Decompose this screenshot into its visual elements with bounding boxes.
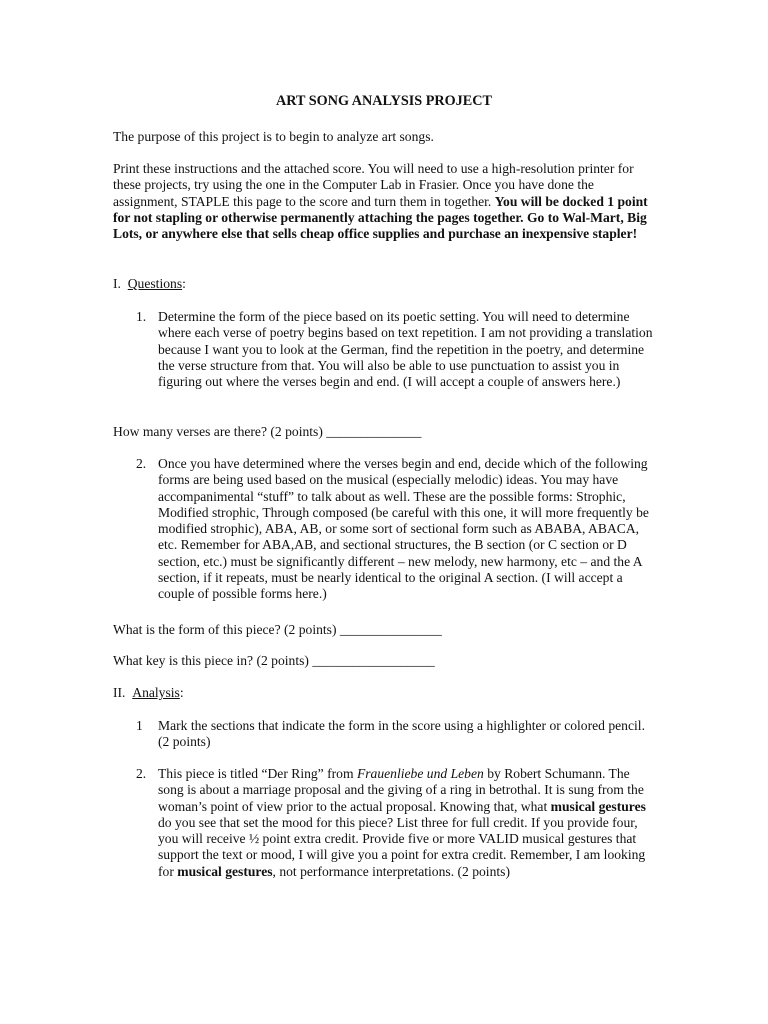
section-one-colon: : (182, 276, 186, 291)
question-1-text: Determine the form of the piece based on its poetic setting. You will need to determine where each verse of poetry begins based on text repetition. I am not providing a translation because I want you to look at the German, find the repetition in the poetry, and determine the verse structure from that. You will also be able to use punctuation to assist you in figuring out where the verses begin and end. (I will accept a couple of answers here.) (158, 309, 653, 390)
analysis-2-part-4: , not performance interpretations. (2 points) (272, 863, 510, 879)
question-2-number: 2. (136, 456, 147, 471)
analysis-2-part-3: do you see that set the mood for this piece? List three for full credit. If you provide four, you will receive ½ point extra credit. Provide five or more VALID musical gestures that support the text or mood, I will give you a point for extra credit. Remember, I am looking for (158, 814, 646, 879)
instructions-bold: You will be docked 1 point for not stapling or otherwise permanently attaching the pages together. Go to Wal-Mart, Big Lots, or anywhere else that sells cheap office supplies and purchase an inexpensive stapler! (113, 193, 648, 242)
purpose-paragraph: The purpose of this project is to begin to analyze art songs. (113, 129, 434, 144)
section-one-heading (113, 276, 653, 292)
analysis-2-part-1: This piece is titled “Der Ring” from (158, 766, 357, 781)
section-one-numeral: I. (113, 276, 121, 291)
verses-prompt: How many verses are there? (2 points) ______________ (113, 424, 422, 439)
section-two-title: Analysis (132, 685, 180, 700)
musical-gestures-bold-1: musical gestures (550, 798, 646, 814)
instructions-paragraph (113, 161, 653, 242)
section-two-colon: : (179, 685, 184, 700)
form-prompt: What is the form of this piece? (2 points) _______________ (113, 622, 442, 637)
work-title: Frauenliebe und Leben (356, 766, 484, 781)
analysis-2-number: 2. (136, 766, 147, 781)
analysis-2-part-2: by Robert Schumann. The song is about a marriage proposal and the giving of a ring in betrothal. It is sung from the woman’s point of view prior to the actual proposal. Knowing that, what (158, 766, 644, 814)
key-prompt: What key is this piece in? (2 points) __________________ (113, 653, 435, 668)
analysis-2-text (158, 766, 658, 880)
analysis-1-text: Mark the sections that indicate the form in the score using a highlighter or colored pencil. (2 points) (158, 718, 645, 750)
question-1-number: 1. (136, 309, 147, 324)
instructions-text: Print these instructions and the attached score. You will need to use a high-resolution printer for these projects, try using the one in the Computer Lab in Frasier. Once you have done the assignment, STAPLE this page to the score and turn them in together. (113, 161, 634, 209)
section-two-heading (113, 685, 653, 701)
section-two-numeral: II. (113, 685, 126, 700)
page-title: ART SONG ANALYSIS PROJECT (276, 93, 492, 109)
section-one-title: Questions (127, 276, 183, 291)
analysis-1-number: 1 (136, 718, 143, 733)
musical-gestures-bold-2: musical gestures (177, 863, 273, 879)
question-2-text: Once you have determined where the verses begin and end, decide which of the following forms are being used based on the musical (especially melodic) ideas. You may have accompanimental “stuff” to talk about as well. These are the possible forms: Strophic, Modified strophic, Through composed (be careful with this one, it will more frequently be modified strophic), ABA, AB, or some sort of sectional form such as ABABA, ABACA, etc. Remember for ABA,AB, and sectional structures, the B section (or C section or D section, etc.) must be significantly different – new melody, new harmony, etc – and the A section, if it repeats, must be nearly identical to the original A section. (I will accept a couple of possible forms here.) (158, 456, 649, 602)
